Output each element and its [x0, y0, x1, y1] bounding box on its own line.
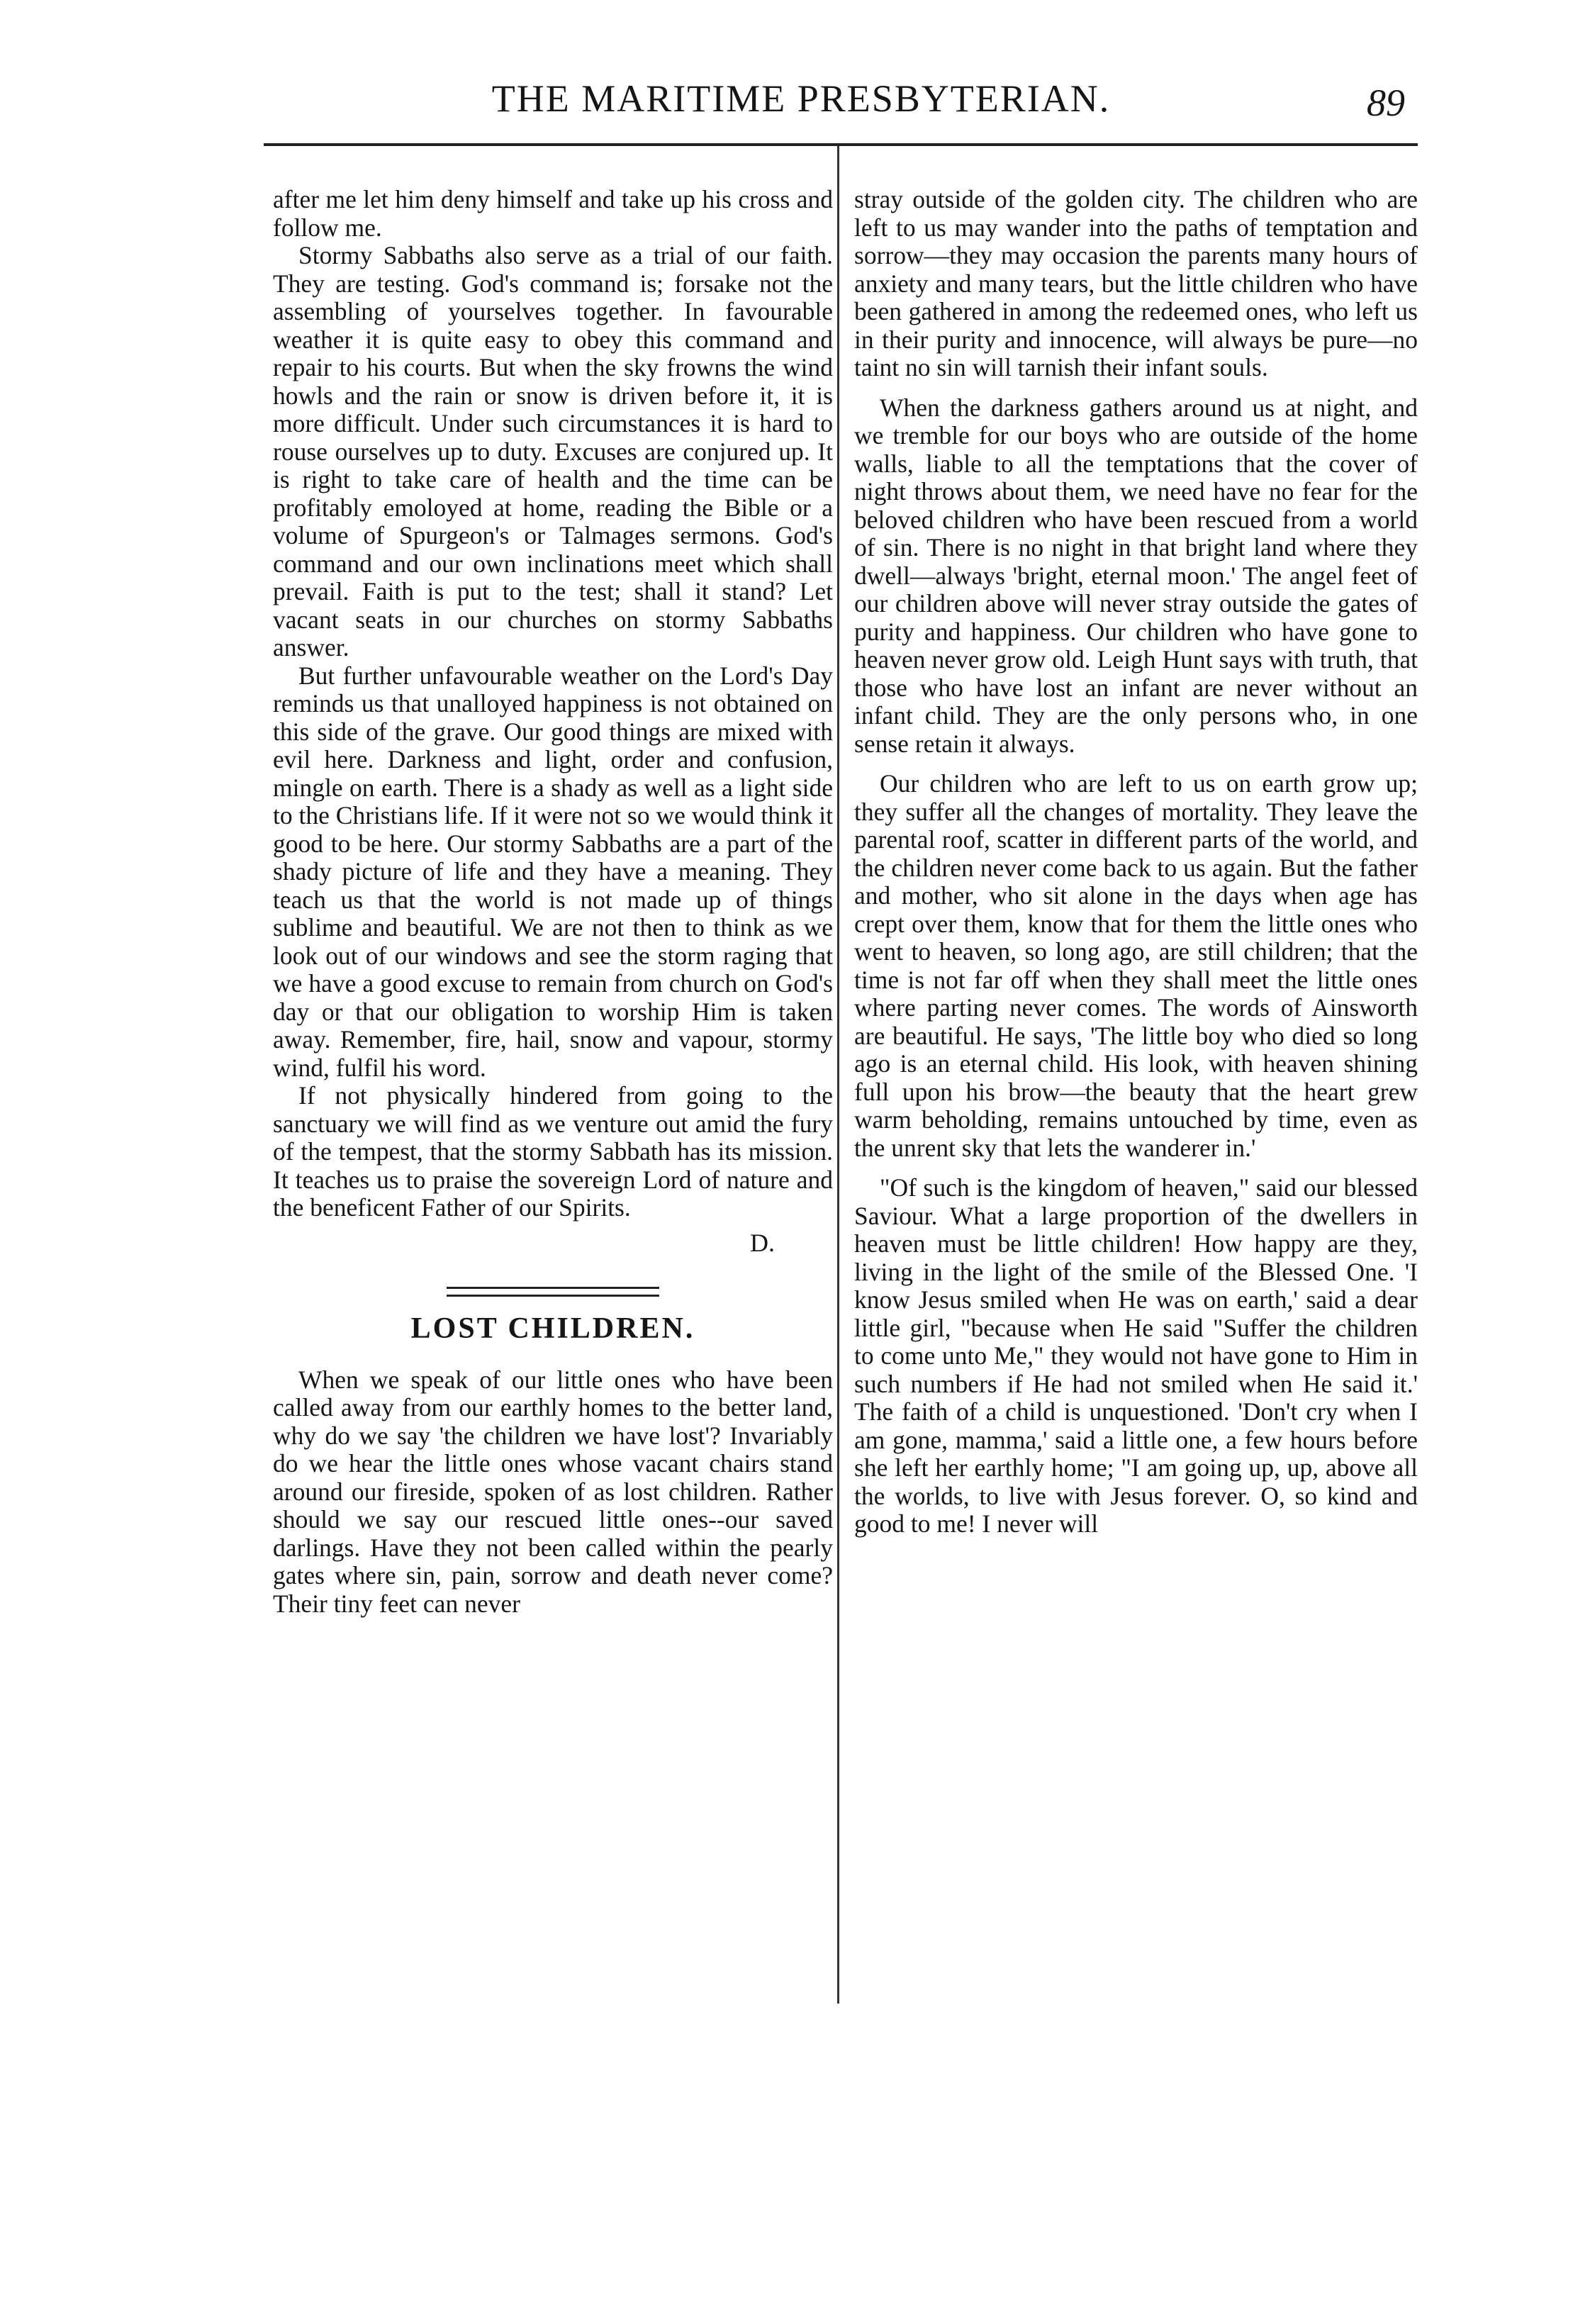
section-heading: LOST CHILDREN. — [410, 1312, 695, 1345]
author-signature: D. — [750, 1228, 775, 1257]
page-header — [0, 77, 1590, 126]
paragraph: Our children who are left to us on earth grow up; they suffer all the changes of mortality. They leave the parental roof, scatter in different parts of the world, and the children never come back to us again. But the father and mother, who sit alone in the days when age has crept over them, know that for them the little ones who went to heaven, so long ago, are still children; that the time is not far off when they shall meet the little ones where parting never comes. The words of Ainsworth are beautiful. He says, 'The little boy who died so long ago is an eternal child. His look, with heaven shining full upon his brow—the beauty that the heart grew warm beholding, remains untouched by time, even as the unrent sky that lets the wanderer in.' — [854, 769, 1418, 1162]
paragraph: When the darkness gathers around us at night, and we tremble for our boys who are outside of the home walls, liable to all the temptations that the cover of night throws about them, we need have no fear for the beloved children who have been rescued from a world of sin. There is no night in that bright land where they dwell—always 'bright, eternal moon.' The angel feet of our children above will never stray outside the gates of purity and happiness. Our children who have gone to heaven never grow old. Leigh Hunt says with truth, that those who have lost an infant are never without an infant child. They are the only persons who, in one sense retain it always. — [854, 393, 1418, 758]
paragraph: Stormy Sabbaths also serve as a trial of our faith. They are testing. God's command is; forsake not the assembling of yourselves together. In favourable weather it is quite easy to obey this command and repair to his courts. But when the sky frowns the wind howls and the rain or snow is driven before it, it is more difficult. Under such circumstances it is hard to rouse ourselves up to duty. Excuses are conjured up. It is right to take care of health and the time can be profitably emoloyed at home, reading the Bible or a volume of Spurgeon's or Talmages sermons. God's command and our own inclinations meet which shall prevail. Faith is put to the test; shall it stand? Let vacant seats in our churches on stormy Sabbaths answer. — [273, 241, 833, 661]
left-column — [273, 186, 833, 1618]
paragraph: stray outside of the golden city. The children who are left to us may wander into the paths of temptation and sorrow—they may occasion the parents many hours of anxiety and many tears, but the little children who have been gathered in among the redeemed ones, who left us in their purity and innocence, will always be pure—no taint no sin will tarnish their infant souls. — [854, 185, 1418, 381]
paragraph: But further unfavourable weather on the Lord's Day reminds us that unalloyed happiness is not obtained on this side of the grave. Our good things are mixed with evil here. Darkness and light, order and confusion, mingle on earth. There is a shady as well as a light side to the Christians life. If it were not so we would think it good to be here. Our stormy Sabbaths are a part of the shady picture of life and they have a meaning. They teach us that the world is not made up of things sublime and beautiful. We are not then to think as we look out of our windows and see the storm raging that we have a good excuse to remain from church on God's day or that our obligation to worship Him is taken away. Remember, fire, hail, snow and vapour, stormy wind, fulfil his word. — [273, 661, 833, 1082]
header-rule — [264, 143, 1418, 146]
page-title: THE MARITIME PRESBYTERIAN. — [491, 77, 1111, 120]
paragraph: after me let him deny himself and take up his cross and follow me. — [273, 185, 833, 242]
column-divider — [837, 146, 839, 2004]
right-column — [854, 186, 1418, 1551]
section-divider — [447, 1287, 659, 1297]
paragraph: If not physically hindered from going to the sanctuary we will find as we venture out amid the fury of the tempest, that the stormy Sabbath has its mission. It teaches us to praise the sovereign Lord of nature and the beneficent Father of our Spirits. — [273, 1081, 833, 1222]
paragraph: "Of such is the kingdom of heaven," said our blessed Saviour. What a large proportion of the dwellers in heaven must be little children! How happy are they, living in the light of the smile of the Blessed One. 'I know Jesus smiled when He was on earth,' said a dear little girl, "because when He said "Suffer the children to come unto Me," they would not have gone to Him in such numbers if He had not smiled when He said it.' The faith of a child is unquestioned. 'Don't cry when I am gone, mamma,' said a little one, a few hours before she left her earthly home; "I am going up, up, above all the worlds, to live with Jesus forever. O, so kind and good to me! I never will — [854, 1173, 1418, 1538]
paragraph: When we speak of our little ones who have been called away from our earthly homes to the better land, why do we say 'the children we have lost'? Invariably do we hear the little ones whose vacant chairs stand around our fireside, spoken of as lost children. Rather should we say our rescued little ones--our saved darlings. Have they not been called within the pearly gates where sin, pain, sorrow and death never come? Their tiny feet can never — [273, 1365, 833, 1618]
page-number: 89 — [1367, 82, 1405, 124]
